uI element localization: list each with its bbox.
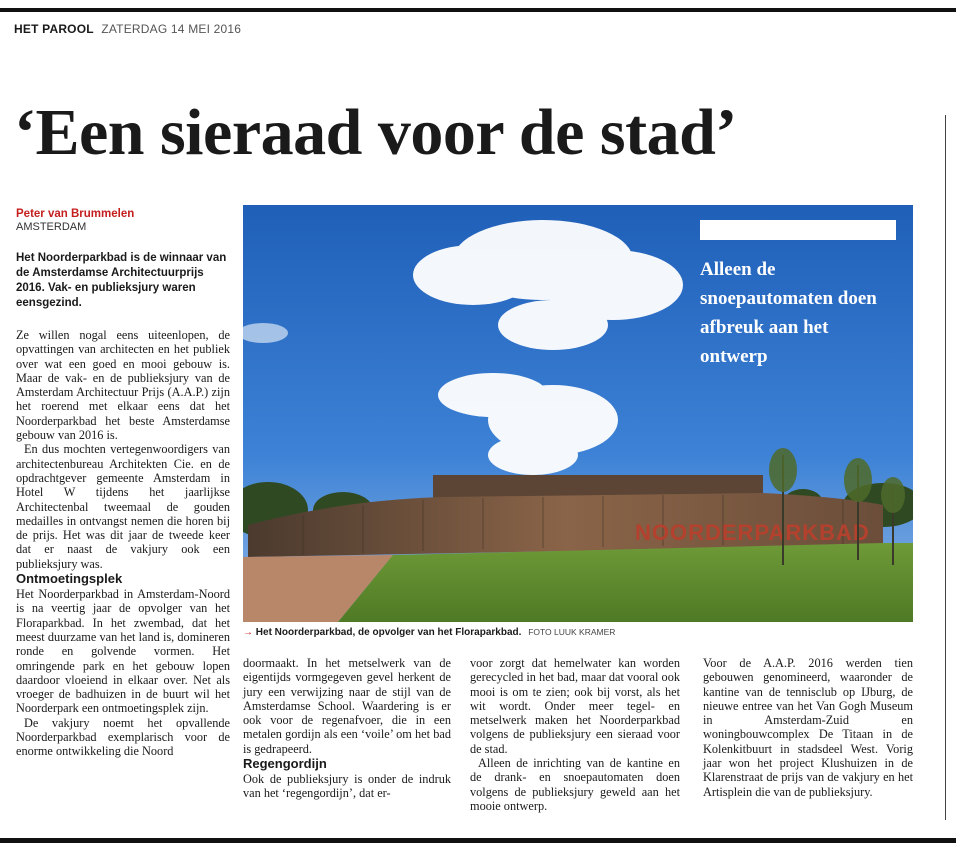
article-column-4 [703, 656, 913, 799]
body-paragraph: doormaakt. In het metselwerk van de eigentijds vormgegeven gevel herkent de jury een verwijzing naar de stijl van de Amsterdamse School. Waardering is er ook voor de regenafvoer, die in een metalen gordijn als een ‘voile’ om het bad is gedrapeerd. [243, 656, 451, 756]
body-paragraph: voor zorgt dat hemelwater kan worden gerecycled in het bad, maar dat vooral ook mooi is om te zien; ook bij vorst, als het wit wordt. Onder meer tegel- en metselwerk maken het Noorderparkbad volgens de publieksjury een sieraad voor de stad. [470, 656, 680, 756]
article-column-1 [16, 328, 230, 759]
photo-caption [243, 627, 615, 638]
body-paragraph: Ze willen nogal eens uiteenlopen, de opvattingen van architecten en het publiek over wat een goed en mooi gebouw is. Maar de vak- en de publieksjury van de Amsterdam Architectuur Prijs (A.A.P.) zijn het roerend met elkaar eens dat het Noorderparkbad het beste Amsterdamse gebouw van 2016 is. [16, 328, 230, 443]
body-paragraph: De vakjury noemt het opvallende Noorderparkbad exemplarisch voor de enorme ontwikkeling die Noord [16, 715, 230, 759]
body-paragraph: Alleen de inrichting van de kantine en de drank- en snoepautomaten doen volgens de publieksjury geweld aan het mooie ontwerp. [470, 756, 680, 813]
dateline-city: AMSTERDAM [16, 221, 87, 233]
pull-quote: Alleen de snoepautomaten doen afbreuk aan het ontwerp [700, 259, 877, 367]
issue-date: ZATERDAG 14 MEI 2016 [101, 22, 242, 36]
subheading: Ontmoetingsplek [16, 571, 123, 587]
body-paragraph: Ook de publieksjury is onder de indruk van het ‘regengordijn’, dat er- [243, 772, 451, 801]
author-name: Peter van Brummelen [16, 208, 135, 220]
body-paragraph: Voor de A.A.P. 2016 werden tien gebouwen genomineerd, waaronder de kantine van de tennisclub op IJburg, de nieuwe entree van het Van Gogh Museum in Amsterdam-Zuid en woningbouwcomplex De Titaan in de Kolenkitbuurt in stadsdeel West. Vorig jaar won het project Klushuizen in de Klarenstraat de prijs van de vakjury en het Artisplein die van de publieksjury. [703, 656, 913, 799]
masthead [14, 22, 241, 36]
bottom-rule [0, 838, 956, 843]
caption-text: Het Noorderparkbad, de opvolger van het Floraparkbad. [255, 627, 522, 638]
byline [16, 208, 134, 233]
body-paragraph: En dus mochten vertegenwoordigers van architectenbureau Architekten Cie. en de opdrachtgever gemeente Amsterdam in Hotel W tijdens het jaarlijkse Architectenbal tweemaal de gouden medailles in ontvangst nemen die horen bij de prijs. Het was dit jaar de tweede keer dat er naast de vakjury ook een publieksjury was. [16, 442, 230, 571]
article-photo [243, 205, 913, 622]
facade-lettering: NOORDERPARKBAD [635, 520, 870, 545]
article-column-3 [470, 656, 680, 813]
headline: ‘Een sieraad voor de stad’ [14, 96, 737, 169]
body-paragraph: Het Noorderparkbad in Amsterdam-Noord is na veertig jaar de opvolger van het Floraparkbad. In het zwembad, dat het meest duurzame van het land is, domineren ronde en golvende vormen. Het omringende park en het gebouw lopen daardoor vloeiend in elkaar over. Net als vroeger de badhuizen in de buurt wil het Noorderpark een ontmoetingsplek zijn. [16, 587, 230, 716]
photo-credit: FOTO LUUK KRAMER [528, 627, 616, 637]
quote-box-bar [700, 220, 896, 240]
top-rule [0, 8, 956, 12]
newspaper-name: HET PAROOL [14, 22, 94, 36]
column-rule [945, 115, 946, 820]
arrow-right-icon: → [243, 627, 253, 638]
article-column-2 [243, 656, 451, 801]
subheading: Regengordijn [243, 756, 327, 772]
lead-paragraph: Het Noorderparkbad is de winnaar van de Amsterdamse Architectuurprijs 2016. Vak- en publieksjury waren eensgezind. [16, 252, 227, 309]
